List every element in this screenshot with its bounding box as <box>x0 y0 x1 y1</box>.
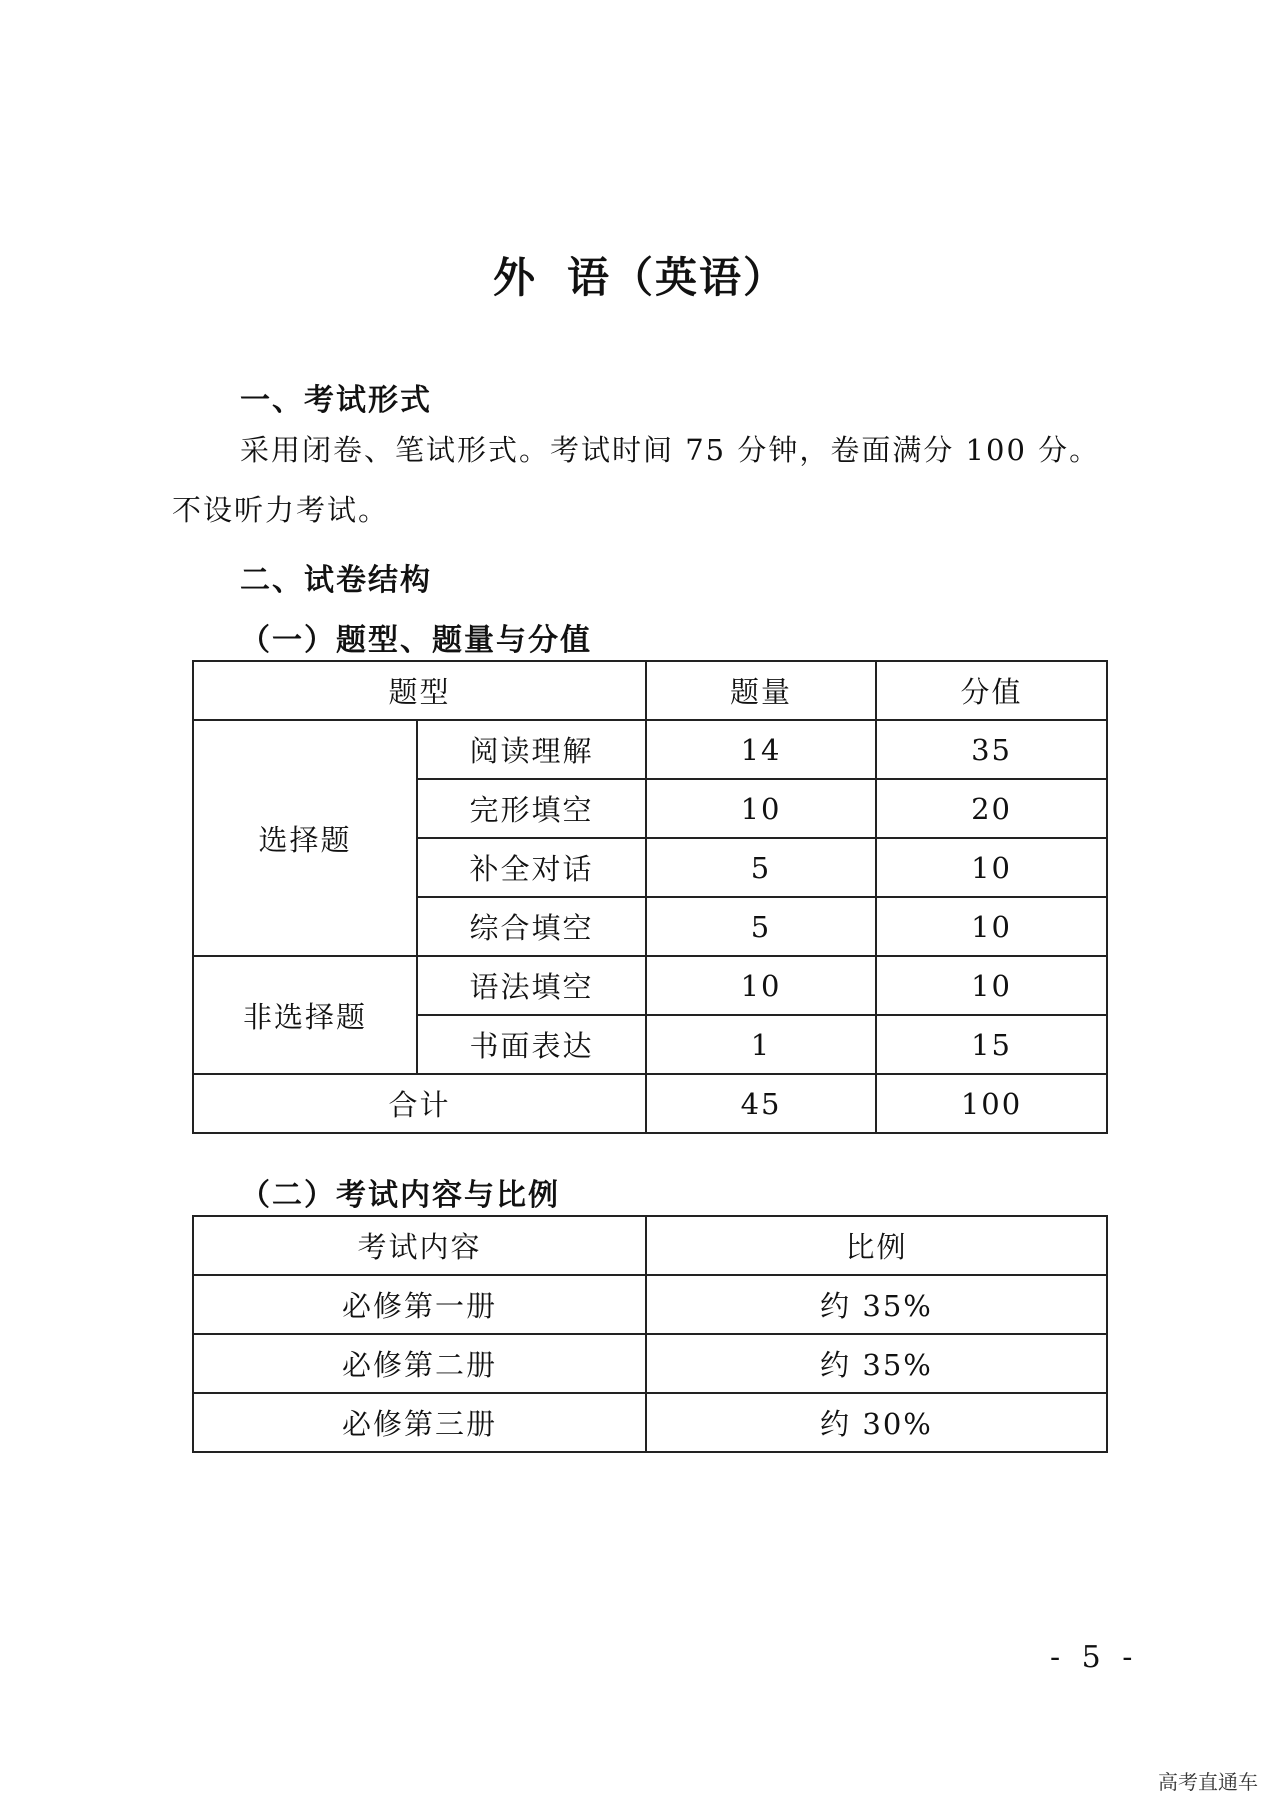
question-count: 10 <box>646 779 876 838</box>
section1-line1: 采用闭卷、笔试形式。考试时间 75 分钟，卷面满分 100 分。 <box>240 433 1101 467</box>
group-label: 选择题 <box>193 720 417 956</box>
total-count: 45 <box>646 1074 876 1133</box>
header-content: 考试内容 <box>193 1216 646 1275</box>
table-row <box>193 956 1107 1015</box>
question-type: 阅读理解 <box>417 720 646 779</box>
question-count: 5 <box>646 838 876 897</box>
header-type: 题型 <box>193 661 646 720</box>
section1-paragraph <box>172 420 1132 540</box>
header-count: 题量 <box>646 661 876 720</box>
table1-caption: （一）题型、题量与分值 <box>240 623 592 658</box>
group-label: 非选择题 <box>193 956 417 1074</box>
question-count: 10 <box>646 956 876 1015</box>
question-score: 10 <box>876 956 1107 1015</box>
question-count: 14 <box>646 720 876 779</box>
section1-heading: 一、考试形式 <box>240 383 432 418</box>
question-type-table <box>192 660 1108 1134</box>
header-ratio: 比例 <box>646 1216 1107 1275</box>
content-cell: 必修第三册 <box>193 1393 646 1452</box>
table-header-row <box>193 661 1107 720</box>
page-title <box>0 245 1280 305</box>
question-count: 1 <box>646 1015 876 1074</box>
watermark: 高考直通车 <box>1158 1770 1258 1794</box>
table-row <box>193 720 1107 779</box>
question-type: 语法填空 <box>417 956 646 1015</box>
section1-line2: 不设听力考试。 <box>172 493 390 527</box>
question-score: 35 <box>876 720 1107 779</box>
page-title-part1: 外 <box>492 253 537 302</box>
table-row <box>193 1393 1107 1452</box>
page-title-part2: 语（英语） <box>567 253 788 302</box>
content-cell: 必修第一册 <box>193 1275 646 1334</box>
table-row <box>193 1334 1107 1393</box>
ratio-cell: 约 35% <box>646 1275 1107 1334</box>
question-type: 完形填空 <box>417 779 646 838</box>
table-total-row <box>193 1074 1107 1133</box>
section2-heading: 二、试卷结构 <box>240 563 432 598</box>
total-label: 合计 <box>193 1074 646 1133</box>
question-type: 书面表达 <box>417 1015 646 1074</box>
header-score: 分值 <box>876 661 1107 720</box>
question-score: 15 <box>876 1015 1107 1074</box>
question-count: 5 <box>646 897 876 956</box>
total-score: 100 <box>876 1074 1107 1133</box>
question-score: 10 <box>876 838 1107 897</box>
question-score: 10 <box>876 897 1107 956</box>
question-score: 20 <box>876 779 1107 838</box>
table2-caption: （二）考试内容与比例 <box>240 1178 560 1213</box>
table-header-row <box>193 1216 1107 1275</box>
content-ratio-table <box>192 1215 1108 1453</box>
question-type: 补全对话 <box>417 838 646 897</box>
table-row <box>193 1275 1107 1334</box>
content-cell: 必修第二册 <box>193 1334 646 1393</box>
page-number: - 5 - <box>1050 1640 1139 1675</box>
ratio-cell: 约 35% <box>646 1334 1107 1393</box>
ratio-cell: 约 30% <box>646 1393 1107 1452</box>
question-type: 综合填空 <box>417 897 646 956</box>
